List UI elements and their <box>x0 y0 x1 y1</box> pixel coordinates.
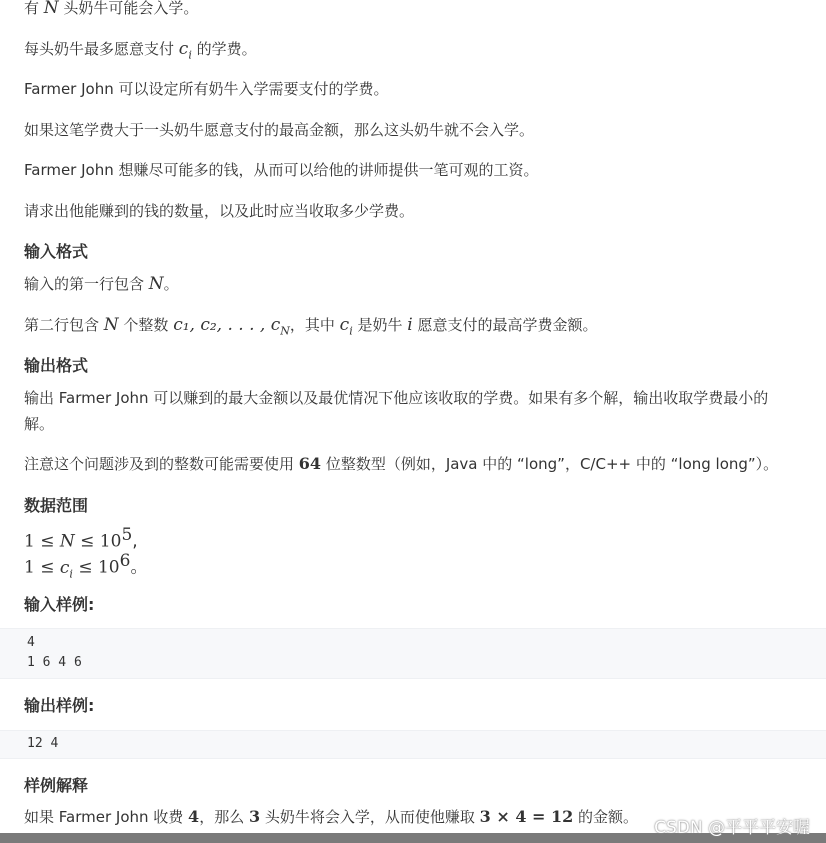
para-cow-count: 有 N 头奶牛可能会入学。 <box>24 0 199 18</box>
sample-input-line: 4 <box>27 635 35 650</box>
para-set-fee: Farmer John 可以设定所有奶牛入学需要支付的学费。 <box>24 80 389 98</box>
input-line-2: 第二行包含 N 个整数 c₁, c₂, . . . , $c_N$，其中 $c_i$ 是奶牛 i 愿意支付的最高学费金额。 <box>24 315 598 338</box>
sample-output-line: 12 4 <box>27 736 59 751</box>
sample-input-heading: 输入样例: <box>24 595 95 614</box>
sample-output-block <box>0 730 826 759</box>
data-range-heading: 数据范围 <box>24 496 89 515</box>
output-format-heading: 输出格式 <box>24 356 89 375</box>
math-N: N <box>43 0 59 18</box>
para-request: 请求出他能赚到的钱的数量，以及此时应当收取多少学费。 <box>24 202 415 220</box>
sample-input-line: 1 6 4 6 <box>27 655 82 670</box>
output-note: 注意这个问题涉及到的整数可能需要使用 64 位整数型（例如，Java 中的 “long”，C/C++ 中的 “long long”）。 <box>24 454 779 473</box>
csdn-watermark: CSDN @平平平安喔 <box>654 818 810 838</box>
sample-input-block <box>0 628 826 679</box>
sample-output-heading: 输出样例: <box>24 696 95 715</box>
output-line-1a: 输出 Farmer John 可以赚到的最大金额以及最优情况下他应该收取的学费。如果有多个解，输出收取学费最小的 <box>24 389 769 407</box>
para-max-pay: 每头奶牛最多愿意支付 $c_i$ 的学费。 <box>24 39 257 62</box>
para-fee-rule: 如果这笔学费大于一头奶牛愿意支付的最高金额，那么这头奶牛就不会入学。 <box>24 121 535 139</box>
input-line-1: 输入的第一行包含 N。 <box>24 274 179 294</box>
range-c: $1 \le c_i \le 10^6$。 <box>24 551 148 581</box>
sample-explain-text: 如果 Farmer John 收费 4，那么 3 头奶牛将会入学，从而使他赚取 3 × 4 = 12 的金额。 <box>24 807 639 826</box>
math-c-list: c₁, c₂, . . . , $c_N$ <box>173 315 290 338</box>
math-ci: $c_i$ <box>178 39 192 62</box>
range-N: $1 \le N \le 10^5$, <box>24 525 138 552</box>
para-goal: Farmer John 想赚尽可能多的钱，从而可以给他的讲师提供一笔可观的工资。 <box>24 161 539 179</box>
sample-explain-heading: 样例解释 <box>24 776 89 795</box>
output-line-1b: 解。 <box>24 415 55 433</box>
input-format-heading: 输入格式 <box>24 242 89 261</box>
